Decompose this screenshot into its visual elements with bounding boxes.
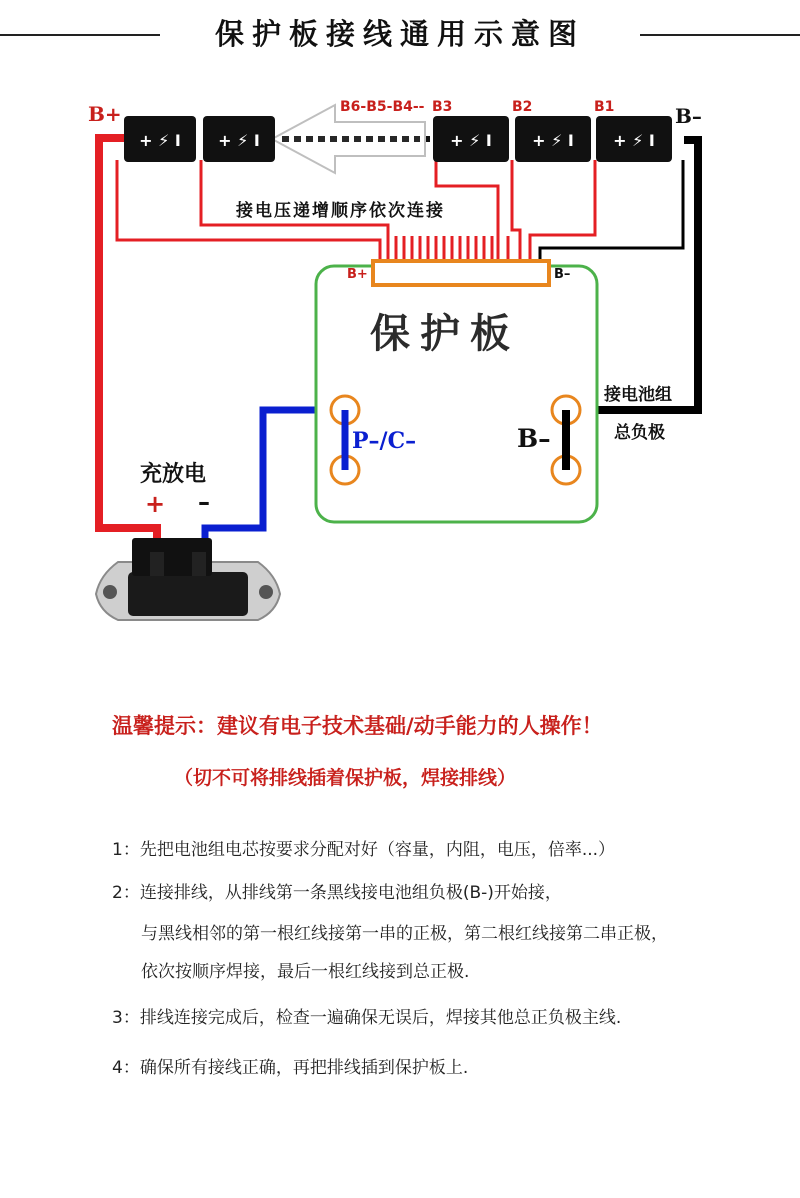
pc-label: P–/C– [352, 428, 417, 454]
svg-text:+ ⚡ I: + ⚡ I [613, 131, 655, 150]
minus-sign: – [198, 488, 210, 516]
warning-line-2: （切不可将排线插着保护板，焊接排线） [174, 767, 517, 789]
balance-wire-bminus [540, 160, 683, 262]
pack-negative-label-2: 总负极 [614, 423, 665, 443]
pack-negative-label-1: 接电池组 [604, 385, 672, 405]
battery-cell-b6 [124, 116, 196, 162]
warning-line-1: 温馨提示：建议有电子技术基础/动手能力的人操作！ [112, 714, 603, 738]
note-4: 4：确保所有接线正确，再把排线插到保护板上. [112, 1058, 469, 1078]
bplus-label: B+ [88, 102, 122, 126]
svg-text:+ ⚡ I: + ⚡ I [532, 131, 574, 150]
note-1: 1：先把电池组电芯按要求分配对好（容量，内阻，电压，倍率...） [112, 840, 616, 860]
cell-label-b2: B2 [512, 99, 533, 115]
cell-label-b3: B3 [432, 99, 453, 115]
svg-text:+ ⚡ I: + ⚡ I [218, 131, 260, 150]
note-2-cont-1: 与黑线相邻的第一根红线接第一串的正极，第二根红线接第二串正极， [141, 924, 668, 944]
balance-connector [373, 261, 549, 285]
board-b-minus-label: B– [517, 424, 551, 453]
order-note: 接电压递增顺序依次连接 [236, 201, 445, 221]
charge-discharge-label: 充放电 [140, 462, 207, 487]
battery-cell-b5 [203, 116, 275, 162]
note-2: 2：连接排线，从排线第一条黑线接电池组负极(B-)开始接， [112, 883, 562, 903]
balance-wire-b2 [512, 160, 520, 262]
board-bplus-label: B+ [347, 267, 368, 282]
page-title: 保护板接线通用示意图 [160, 12, 640, 53]
svg-text:+ ⚡ I: + ⚡ I [139, 131, 181, 150]
battery-cell-b3 [433, 116, 509, 162]
battery-cell-b1 [596, 116, 672, 162]
board-title: 保护板 [370, 311, 520, 357]
bminus-label: B– [675, 104, 702, 128]
note-2-cont-2: 依次按顺序焊接，最后一根红线接到总正极. [141, 962, 470, 982]
charge-socket [96, 538, 280, 620]
svg-text:+ ⚡ I: + ⚡ I [450, 131, 492, 150]
board-bminus-label: B– [554, 267, 571, 282]
ribbon-cable [396, 236, 508, 262]
cell-label-b1: B1 [594, 99, 615, 115]
battery-cell-b2 [515, 116, 591, 162]
note-3: 3：排线连接完成后，检查一遍确保无误后，焊接其他总正负极主线. [112, 1008, 622, 1028]
plus-sign: + [145, 490, 166, 518]
cell-sequence-label: B6-B5-B4-- [340, 99, 425, 115]
